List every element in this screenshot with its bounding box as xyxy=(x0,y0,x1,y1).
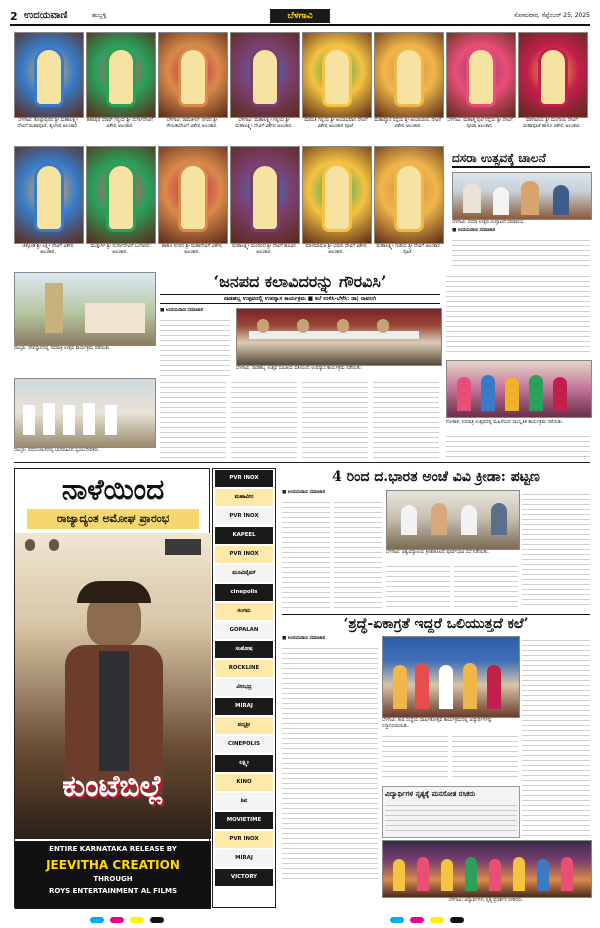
janapada-subhead: ನಾಡಹಬ್ಬ ಉತ್ಸವದಲ್ಲಿ ಉಪನ್ಯಾಸ ಕಾರ್ಯಕ್ರಮ ■ ಕಲೆ ಉಳಿಸಿ-ಬೆಳೆಸಿ: ಡಾ| ನಾವಲಗಿ xyxy=(160,294,440,304)
dasara-headline: ದಸರಾ ಉತ್ಸವಕ್ಕೆ ಚಾಲನೆ xyxy=(452,150,590,168)
reg-mark-magenta-2 xyxy=(410,917,424,923)
dasara-byline: ■ ಉದಯವಾಣಿ ಸಮಾಚಾರ xyxy=(452,228,496,233)
gallery-2-cell xyxy=(374,146,442,266)
janapada-headline: ‘ಜನಪದ ಕಲಾವಿದರನ್ನು ಗೌರವಿಸಿ’ xyxy=(213,272,387,291)
dance-caption: ಬೆಳಗಾವಿ: ವಿದ್ಯಾರ್ಥಿಗಳು ನೃತ್ಯ ಪ್ರದರ್ಶನ ನೀಡಿದರು. xyxy=(448,898,524,903)
gallery-1-cell xyxy=(230,32,298,140)
theatre-item: VICTORY xyxy=(215,869,273,886)
theatre-item: PVR INOX xyxy=(215,470,273,487)
janapada-caption: ಬೆಳಗಾವಿ: ನಾಡಹಬ್ಬ ಉತ್ಸವ ಸಮಿತಿಯ ವತಿಯಿಂದ ಉಪನ್ಯಾಸ ಕಾರ್ಯಕ್ರಮ ನಡೆಯಿತು. xyxy=(236,366,363,371)
deity-photo xyxy=(158,146,228,244)
ad-subline: ರಾಜ್ಯಾದ್ಯಂತ ಅಮೋಘ ಪ್ರಾರಂಭ xyxy=(27,509,199,529)
bharat-body-2 xyxy=(386,562,518,608)
deity-photo xyxy=(374,32,444,118)
theatre-item: ROCKLINE xyxy=(215,660,273,677)
gallery-2-cell xyxy=(86,146,154,266)
left-caption-2: ಸಾಂಬ್ರಾ: ಪಥಸಂಚಲನದಲ್ಲಿ ಭಾಗವಹಿಸಿದ ಸ್ವಯಂಸೇವಕರು. xyxy=(14,448,100,453)
deity-photo xyxy=(302,32,372,118)
theatre-item: GOPALAN xyxy=(215,622,273,639)
deity-caption: ಮಹಾಲಕ್ಷ್ಮೀ ಮಂದಿರದ ಶ್ರೀ ದೇವಿಗೆ ಹೂವಿನ ಅಲಂಕಾರ. xyxy=(232,244,296,255)
deity-caption: ಚಿಕ್ಕೋಡಿ ಶ್ರೀ ಲಕ್ಷ್ಮೀ ದೇವಿಗೆ ವಿಶೇಷ ಅಲಂಕಾರ. xyxy=(22,244,74,255)
janapada-byline: ■ ಉದಯವಾಣಿ ಸಮಾಚಾರ xyxy=(160,308,204,313)
deity-caption: ಬೆಳಗಾವಿ: ರಾಮತೀರ್ಥ ನಗರದ ಶ್ರೀ ರೇಣುಕಾದೇವಿಗೆ ವಿಶೇಷ ಅಲಂಕಾರ. xyxy=(166,118,218,129)
shraddhe-caption: ಬೆಳಗಾವಿ: ಕಲಾ ಸಂಸ್ಥೆಯ ವಾರ್ಷಿಕೋತ್ಸವ ಕಾರ್ಯಕ್ರಮದಲ್ಲಿ ವಿದ್ಯಾರ್ಥಿಗಳನ್ನು ಸನ್ಮಾನಿಸಲಾಯಿತು. xyxy=(382,718,493,729)
bharat-body-3 xyxy=(522,490,590,608)
theatre-item: MOVIETIME xyxy=(215,812,273,829)
shraddhe-box-body xyxy=(385,801,517,835)
theatre-item: PVR INOX xyxy=(215,508,273,525)
ad-footer-4: ROYS ENTERTAINMENT AL FILMS xyxy=(48,887,177,895)
deity-caption: ವಡಗಾವಿಯ ಶ್ರೀ ಮಂಗಾಯಿ ದೇವಿಗೆ ಮಹಾಪೂಜೆ ಹಾಗೂ ವಿಶೇಷ ಅಲಂಕಾರ. xyxy=(523,118,581,129)
paper-name: ಉದಯವಾಣಿ xyxy=(24,10,68,21)
theatre-item: ಮಹಾವೀರ xyxy=(215,489,273,506)
shraddhe-body-1 xyxy=(282,644,378,880)
theatre-item: ವೀರಭದ್ರ xyxy=(215,679,273,696)
shraddhe-photo xyxy=(382,636,520,718)
bharat-headline: 4 ರಿಂದ ದ.ಭಾರತ ಅಂಚೆ ವಿವಿ ಕ್ರೀಡಾ: ಪಟ್ಟಣ xyxy=(332,469,540,485)
reg-mark-black xyxy=(150,917,164,923)
theatre-item: PVR INOX xyxy=(215,831,273,848)
deity-caption: ಮಹಾಲಕ್ಷ್ಮೀ ಗುಡಿಯ ಶ್ರೀ ದೇವಿಗೆ ಅಲಂಕಾರ ಪೂಜೆ. xyxy=(376,244,440,255)
janapada-story xyxy=(160,272,440,458)
gallery-2-cell xyxy=(158,146,226,266)
ad-footer-3: THROUGH xyxy=(93,875,133,883)
theatre-item: PVR INOX xyxy=(215,546,273,563)
ad-title: ಕುಂಟೆಬಿಲ್ಲೆ xyxy=(62,769,164,804)
shraddhe-byline: ■ ಉದಯವಾಣಿ ಸಮಾಚಾರ xyxy=(282,636,326,641)
deity-photo xyxy=(86,146,156,244)
gallery-row-1 xyxy=(14,32,586,140)
deity-caption: ಬೆಳಗಾವಿ: ಮಹಾತ್ಮ ಫುಲೆ ರಸ್ತೆಯ ಶ್ರೀ ದೇವಿಗೆ ಪೂಜಾ ಅಲಂಕಾರ. xyxy=(447,118,513,129)
deity-photo xyxy=(302,146,372,244)
dance-photo xyxy=(382,840,592,898)
bharat-photo xyxy=(386,490,520,550)
page-number: 2 xyxy=(10,10,18,23)
theatre-item: CINEPOLIS xyxy=(215,736,273,753)
date-line: ಸೋಮವಾರ, ಸೆಪ್ಟೆಂಬರ್ 25, 2025 xyxy=(513,12,590,19)
right-mid-caption: ಗೋಕಾಕ: ನವರಾತ್ರಿ ಉತ್ಸವದಲ್ಲಿ ಮಹಿಳೆಯರ ಸಾಂಸ್ಕೃತಿಕ ಕಾರ್ಯಕ್ರಮ ನಡೆಯಿತು. xyxy=(446,420,564,425)
deity-caption: ಶಹಾಪುರ ಸರಾಫ್ ಗಲ್ಲಿಯ ಶ್ರೀ ದುರ್ಗಾದೇವಿಗೆ ವಿಶೇಷ ಅಲಂಕಾರ. xyxy=(86,118,154,129)
reg-mark-magenta xyxy=(110,917,124,923)
theatre-item: MIRAJ xyxy=(215,850,273,867)
theatre-item: ಮೂವಿಟೈಮ್ xyxy=(215,565,273,582)
gallery-1-cell xyxy=(86,32,154,140)
left-photo-column xyxy=(14,272,154,458)
deity-caption: ಮುತ್ತುರ್ಗಿ ಶ್ರೀ ದುರ್ಗಾದೇವಿಗೆ ಬಂಗಾರದ ಅಲಂಕಾರ. xyxy=(90,244,150,255)
gallery-1-cell xyxy=(518,32,586,140)
theatre-item: KAPEEL xyxy=(215,527,273,544)
theatre-item: MIRAJ xyxy=(215,698,273,715)
reg-mark-yellow-2 xyxy=(430,917,444,923)
theatre-item: ಲಕ್ಷ್ಮೀ xyxy=(215,755,273,772)
theatre-item: ಶಿವ xyxy=(215,793,273,810)
right-mid-story xyxy=(446,272,590,458)
ad-footer xyxy=(15,841,211,909)
right-mid-body-2 xyxy=(446,432,590,458)
divider xyxy=(14,462,590,463)
deity-caption: ಬೆಳಗಾವಿ: ಮಹಾಲಕ್ಷ್ಮೀ ಗಲ್ಲಿಯ ಶ್ರೀ ಮಹಾಲಕ್ಷ್ಮೀ ದೇವಿಗೆ ವಿಶೇಷ ಅಲಂಕಾರ. xyxy=(235,118,293,129)
section-label: ಬೆಳಗಾವಿ xyxy=(270,9,330,23)
dasara-story xyxy=(452,150,590,266)
gallery-1-cell xyxy=(446,32,514,140)
deity-caption: ಮಹಾದ್ವಾರ ರಸ್ತೆಯ ಶ್ರೀ ಅಂಬಾಬಾಯಿ ದೇವಿಗೆ ವಿಶೇಷ ಅಲಂಕಾರ. xyxy=(374,118,442,129)
deity-photo xyxy=(14,146,84,244)
ad-headline: ನಾಳೆಯಿಂದ xyxy=(61,473,165,506)
shraddhe-headline: ‘ಶ್ರದ್ಧೆ-ಏಕಾಗ್ರತೆ ಇದ್ದರೆ ಒಲಿಯುತ್ತದೆ ಕಲೆ’ xyxy=(282,614,590,633)
deity-caption: ಮಾಳಮಾರುತಿ ಶ್ರೀ ಭವಾನಿ ದೇವಿಗೆ ವಿಶೇಷ ಅಲಂಕಾರ. xyxy=(305,244,367,255)
gallery-2-cell xyxy=(230,146,298,266)
bharat-story xyxy=(282,468,590,608)
janapada-body-2 xyxy=(160,378,440,458)
janapada-body-1 xyxy=(160,316,230,376)
gallery-1-cell xyxy=(302,32,370,140)
shraddhe-box-headline: ವಿದ್ಯಾರ್ಥಿಗಳ ನೃತ್ಯಕ್ಕೆ ಮನಸೋತ ರಸಿಕರು xyxy=(385,789,476,798)
deity-caption: ಶಾಹೂ ನಗರದ ಶ್ರೀ ಮಹಾದೇವಿಗೆ ವಿಶೇಷ ಅಲಂಕಾರ. xyxy=(162,244,222,255)
theatre-item: ಪದ್ಮಶ್ರೀ xyxy=(215,717,273,734)
right-mid-body xyxy=(446,272,590,356)
left-caption-1: ಸಾಂಬ್ರಾ: ದೇವಸ್ಥಾನದಲ್ಲಿ ನವರಾತ್ರಿ ಉತ್ಸವ ಕಾರ್ಯಕ್ರಮ ನಡೆಯಿತು. xyxy=(14,346,111,351)
deity-photo xyxy=(374,146,444,244)
deity-photo xyxy=(230,146,300,244)
deity-photo xyxy=(158,32,228,118)
deity-photo xyxy=(446,32,516,118)
gallery-2-cell xyxy=(302,146,370,266)
gallery-1-cell xyxy=(14,32,82,140)
reg-mark-cyan xyxy=(90,917,104,923)
theatre-list xyxy=(212,468,276,908)
theatre-item: ಸಂಗಮ xyxy=(215,603,273,620)
ad-footer-1: ENTIRE KARNATAKA RELEASE BY xyxy=(49,845,177,853)
edition-tag: ಹುಬ್ಬಳ್ಳಿ xyxy=(92,12,107,19)
deity-photo xyxy=(518,32,588,118)
dasara-caption: ಬೆಳಗಾವಿ: ದಸರಾ ಉತ್ಸವ ಉದ್ಘಾಟನೆ ಸಮಾರಂಭ. xyxy=(452,220,525,225)
right-mid-photo xyxy=(446,360,592,418)
shraddhe-body-2 xyxy=(382,732,518,780)
theatre-item: KINO xyxy=(215,774,273,791)
bharat-caption: ಬೆಳಗಾವಿ: ವಿಶ್ವವಿದ್ಯಾಲಯ ಕ್ರೀಡಾಕೂಟದ ಪೂರ್ವಭಾವಿ ಸಭೆ ನಡೆಯಿತು. xyxy=(386,550,490,555)
movie-ad xyxy=(14,468,210,908)
temple-photo xyxy=(14,272,156,346)
procession-photo xyxy=(14,378,156,448)
gallery-1-cell xyxy=(374,32,442,140)
gallery-row-2 xyxy=(14,146,444,266)
reg-mark-black-2 xyxy=(450,917,464,923)
deity-photo xyxy=(86,32,156,118)
deity-photo xyxy=(14,32,84,118)
deity-photo xyxy=(230,32,300,118)
shraddhe-box xyxy=(382,786,520,838)
deity-caption: ಮಾರುತಿ ಗಲ್ಲಿಯ ಶ್ರೀ ಅಂಬಾಭವಾನಿ ದೇವಿಗೆ ವಿಶೇಷ ಅಲಂಕಾರ ಪೂಜೆ. xyxy=(304,118,368,129)
theatre-item: ಸಂತೋಷ xyxy=(215,641,273,658)
gallery-2-cell xyxy=(14,146,82,266)
reg-mark-cyan-2 xyxy=(390,917,404,923)
bharat-byline: ■ ಉದಯವಾಣಿ ಸಮಾಚಾರ xyxy=(282,490,326,495)
dasara-body xyxy=(452,236,590,266)
bharat-body-1 xyxy=(282,498,382,608)
shraddhe-story xyxy=(282,614,590,914)
ad-footer-2: JEEVITHA CREATION xyxy=(46,858,180,872)
janapada-photo xyxy=(236,308,442,366)
gallery-1-cell xyxy=(158,32,226,140)
dasara-photo xyxy=(452,172,592,220)
theatre-item: cinepolis xyxy=(215,584,273,601)
reg-mark-yellow xyxy=(130,917,144,923)
deity-caption: ಬೆಳಗಾವಿ: ಕೊಲ್ಲಾಪುರದ ಶ್ರೀ ಮಹಾಲಕ್ಷ್ಮೀ ದೇವಿಗೆ ಮಹಾಪೂಜೆ, ಶೃಂಗಾರ ಅಲಂಕಾರ. xyxy=(17,118,79,129)
